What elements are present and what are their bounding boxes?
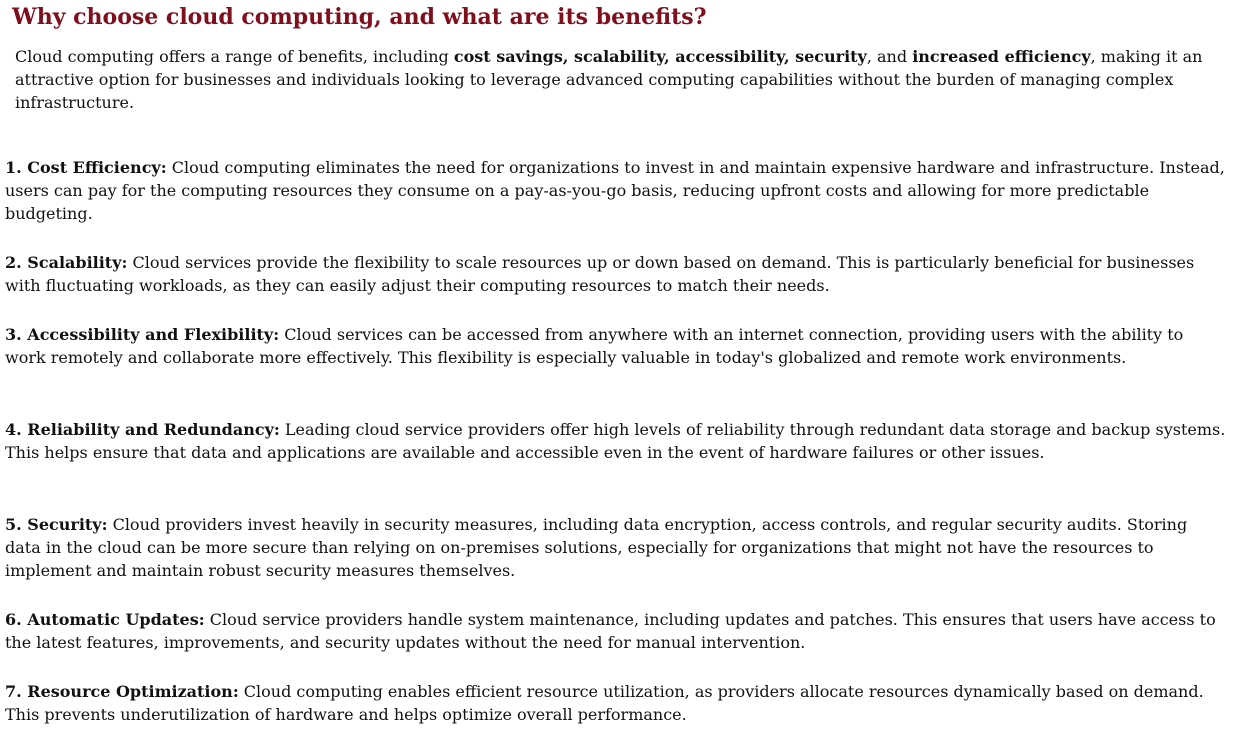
benefit-label: 5. Security: [5, 515, 108, 534]
benefit-label: 3. Accessibility and Flexibility: [5, 325, 280, 344]
benefit-text: Leading cloud service providers offer high levels of reliability through redundant data storage and backup systems. This helps ensure that data and applications are available and accessible even in the event of hardware failures or other issues. [5, 420, 1226, 462]
benefit-reliability-redundancy [5, 418, 1227, 464]
intro-paragraph [15, 45, 1220, 114]
intro-bold-efficiency: increased efficiency [912, 47, 1091, 66]
intro-bold-benefits: cost savings, scalability, accessibility, security [453, 47, 867, 66]
benefit-text: Cloud computing eliminates the need for organizations to invest in and maintain expensive hardware and infrastructure. Instead, users can pay for the computing resources they consume on a pay-as-you-go basis, reducing upfront costs and allowing for more predictable budgeting. [5, 158, 1225, 223]
benefit-label: 6. Automatic Updates: [5, 610, 205, 629]
benefit-cost-efficiency [5, 156, 1227, 225]
benefit-automatic-updates [5, 608, 1227, 654]
intro-text: Cloud computing offers a range of benefits, including [15, 47, 454, 66]
benefit-label: 7. Resource Optimization: [5, 682, 239, 701]
intro-text: , making it an attractive option for businesses and individuals looking to leverage advanced computing capabilities without the burden of managing complex infrastructure. [15, 47, 1203, 112]
benefit-text: Cloud computing enables efficient resource utilization, as providers allocate resources dynamically based on demand. This prevents underutilization of hardware and helps optimize overall performance. [5, 682, 1204, 724]
benefit-resource-optimization [5, 680, 1227, 726]
benefit-text: Cloud service providers handle system maintenance, including updates and patches. This ensures that users have access to the latest features, improvements, and security updates without the need for manual intervention. [5, 610, 1216, 652]
benefit-text: Cloud services provide the flexibility to scale resources up or down based on demand. This is particularly beneficial for businesses with fluctuating workloads, as they can easily adjust their computing resources to match their needs. [5, 253, 1195, 295]
benefit-scalability [5, 251, 1227, 297]
benefit-text: Cloud providers invest heavily in security measures, including data encryption, access controls, and regular security audits. Storing data in the cloud can be more secure than relying on on-premises solutions, especially for organizations that might not have the resources to implement and maintain robust security measures themselves. [5, 515, 1188, 580]
benefit-label: 1. Cost Efficiency: [5, 158, 167, 177]
benefit-label: 4. Reliability and Redundancy: [5, 420, 280, 439]
intro-text: , and [866, 47, 913, 66]
benefit-accessibility-flexibility [5, 323, 1227, 369]
page-title: Why choose cloud computing, and what are its benefits? [12, 4, 707, 30]
benefit-security [5, 513, 1227, 582]
benefit-text: Cloud services can be accessed from anywhere with an internet connection, providing users with the ability to work remotely and collaborate more effectively. This flexibility is especially valuable in today's globalized and remote work environments. [5, 325, 1184, 367]
benefit-label: 2. Scalability: [5, 253, 128, 272]
